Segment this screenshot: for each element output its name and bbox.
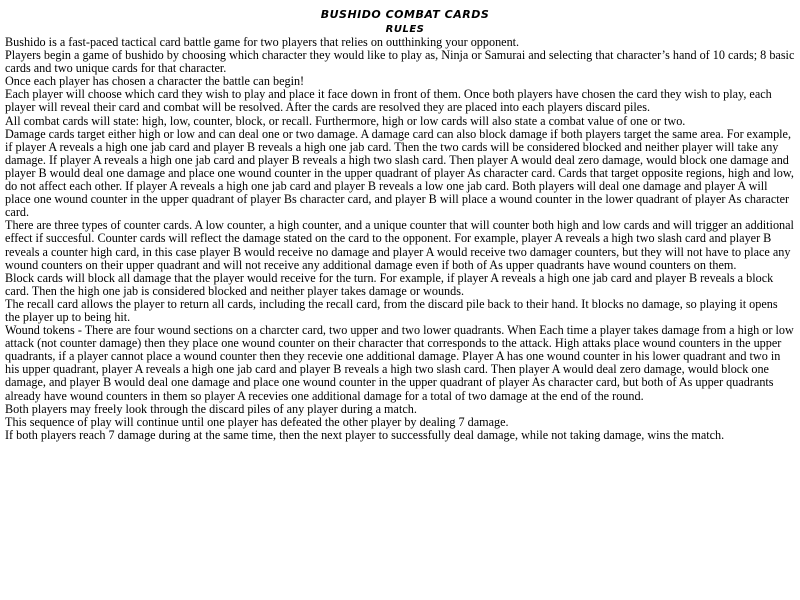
paragraph-counter-cards: There are three types of counter cards. A low counter, a high counter, and a unique counter that will counter both high and low cards and will trigger an additional effect if succesful. Counter cards will reflect the damage stated on the card to the opponent. For example, player A reveals a high two slash card and player B reveals a counter high card, in this case player B would receive no damage and player A would receive two damager counters, but they will not have to place any wound counters on their upper quadrant and will not receive any additional damage even if both of As upper quadrants have wound counters on them. xyxy=(5,218,794,272)
paragraph-block-cards: Block cards will block all damage that the player would receive for the turn. For example, if player A reveals a high one jab card and player B reveals a block card. Then the high one jab is considered blocked and neither player takes damage or wounds. xyxy=(5,270,774,298)
paragraph-battle-begin: Once each player has chosen a character the battle can begin! xyxy=(5,74,305,89)
paragraph-win-condition: This sequence of play will continue until one player has defeated the other player by dealing 7 damage. xyxy=(5,414,509,429)
paragraph-tie-breaker: If both players reach 7 damage during at the same time, then the next player to successfully deal damage, while not taking damage, wins the match. xyxy=(5,427,725,442)
paragraph-wound-tokens: Wound tokens - There are four wound sections on a charcter card, two upper and two lower quadrants. When Each time a player takes damage from a high or low attack (not counter damage) then they place one wound counter on their character that corresponds to the attack. High attaks place wound counters in the upper quadrants, if a player cannot place a wound counter then they recevie one additional damage. Player A has one wound counter in his lower quadrant and two in his upper quadrant, player A reveals a high one jab card and player B reveals a high two slash card. Then player A would deal zero damage, would block one damage, and player B would deal one damage and place one wound counter in the upper quadrant of player As character card, but both of As upper quadrants already have wound counters in them so player A recevies one additional damage for a total of two damage at the end of the round. xyxy=(5,323,794,403)
rules-document xyxy=(5,8,795,442)
paragraph-card-play: Each player will choose which card they wish to play and place it face down in front of them. Once both players have chosen the card they wish to play, each player will reveal their card and combat will be resolved. After the cards are resolved they are placed into each players discard piles. xyxy=(5,87,772,115)
paragraph-recall-card: The recall card allows the player to return all cards, including the recall card, from the discard pile back to their hand. It blocks no damage, so playing it opens the player up to being hit. xyxy=(5,296,778,324)
paragraph-discard-piles: Both players may freely look through the discard piles of any player during a match. xyxy=(5,401,417,416)
paragraph-card-types: All combat cards will state: high, low, counter, block, or recall. Furthermore, high or low cards will also state a combat value of one or two. xyxy=(5,113,686,128)
paragraph-intro: Bushido is a fast-paced tactical card battle game for two players that relies on outthinking your opponent. xyxy=(5,35,520,49)
document-title: BUSHIDO COMBAT CARDS xyxy=(320,8,490,21)
document-subtitle: RULES xyxy=(385,24,425,35)
paragraph-damage-cards: Damage cards target either high or low and can deal one or two damage. A damage card can also block damage if both players target the same area. For example, if player A reveals a high one jab card and player B reveals a high one jab card. Then the two cards will be considered blocked and neither player will take any damage. If player A reveals a high one jab card and player B reveals a high two slash card. Then player A would deal zero damage, would block one damage and player B would deal one damage and place one wound counter in the upper quadrant of player As character card. Cards that target opposite regions, high and low, do not affect each other. If player A reveals a high one jab card and player B reveals a low one jab card. Both players will deal one damage and player A will place one wound counter in the upper quadrant of player Bs character card, and player B will place a wound counter in the lower quadrant of player As character card. xyxy=(5,126,794,220)
paragraph-character-selection: Players begin a game of bushido by choosing which character they would like to play as, Ninja or Samurai and selecting that character’s hand of 10 cards; 8 basic cards and two unique cards for that character. xyxy=(5,48,795,76)
